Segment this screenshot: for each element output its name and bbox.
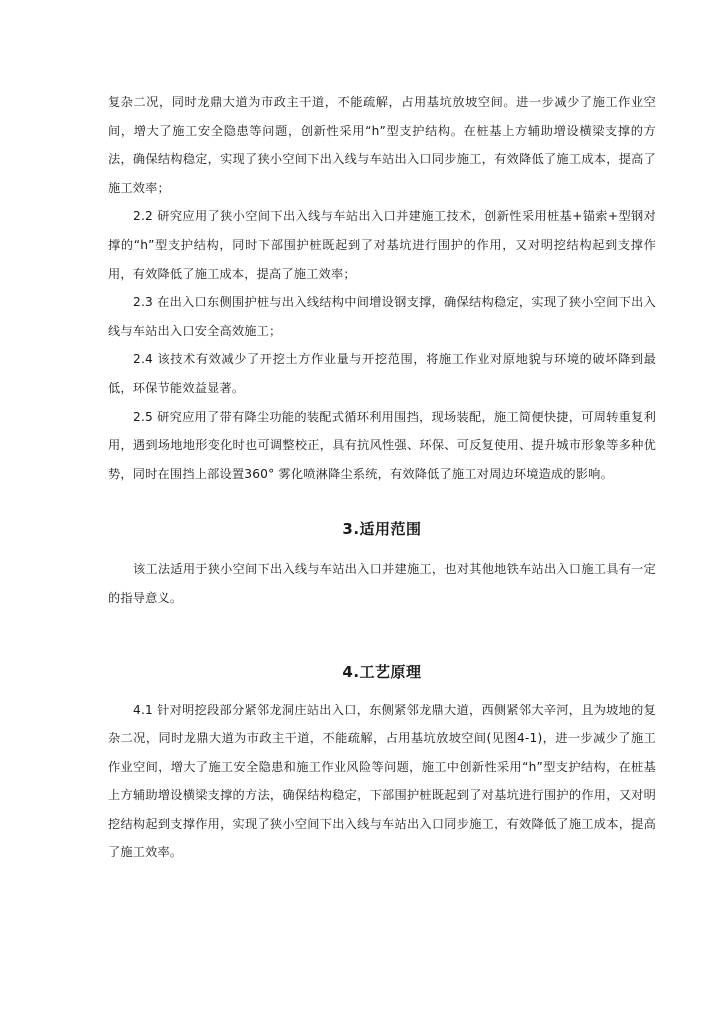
feature-2-2: 2.2 研究应用了狭小空间下出入线与车站出入口并建施工技术，创新性采用桩基+锚索+型钢对撑的“h”型支护结构，同时下部围护桩既起到了对基坑进行围护的作用，又对明挖结构起到支撑作用，有效降低了施工成本，提高了施工效率；: [108, 209, 656, 281]
section-3-body: 该工法适用于狭小空间下出入线与车站出入口并建施工，也对其他地铁车站出入口施工具有一定的指导意义。: [108, 562, 656, 605]
section-4-body: 4.1 针对明挖段部分紧邻龙洞庄站出入口，东侧紧邻龙鼎大道，西侧紧邻大辛河，且为坡地的复杂二况，同时龙鼎大道为市政主干道，不能疏解，占用基坑放坡空间(见图4-1)，进一步减少了施工作业空间，增大了施工安全隐患和施工作业风险等问题，施工中创新性采用“h”型支护结构，在桩基上方辅助增设横梁支撑的方法，确保结构稳定，下部围护桩既起到了对基坑进行围护的作用，又对明挖结构起到支撑作用，实现了狭小空间下出入线与车站出入口同步施工，有效降低了施工成本，提高了施工效率。: [108, 702, 656, 860]
section-3-heading: 3.适用范围: [342, 520, 422, 539]
intro-paragraph: 复杂二况，同时龙鼎大道为市政主干道，不能疏解，占用基坑放坡空间。进一步减少了施工作业空间，增大了施工安全隐患等问题，创新性采用“h”型支护结构。在桩基上方辅助增设横梁支撑的方法，确保结构稳定，实现了狭小空间下出入线与车站出入口同步施工，有效降低了施工成本，提高了施工效率；: [108, 95, 656, 195]
feature-2-5: 2.5 研究应用了带有降尘功能的装配式循环利用围挡，现场装配，施工简便快捷，可周转重复利用，遇到场地地形变化时也可调整校正，具有抗风性强、环保、可反复使用、提升城市形象等多种优势，同时在围挡上部设置360° 雾化喷淋降尘系统，有效降低了施工对周边环境造成的影响。: [108, 409, 656, 481]
section-4-heading: 4.工艺原理: [342, 662, 422, 681]
feature-2-3: 2.3 在出入口东侧围护桩与出入线结构中间增设钢支撑，确保结构稳定，实现了狭小空间下出入线与车站出入口安全高效施工；: [108, 295, 656, 338]
document-page: [108, 88, 656, 867]
feature-2-4: 2.4 该技术有效减少了开挖土方作业量与开挖范围，将施工作业对原地貌与环境的破坏降到最低，环保节能效益显著。: [108, 352, 656, 395]
